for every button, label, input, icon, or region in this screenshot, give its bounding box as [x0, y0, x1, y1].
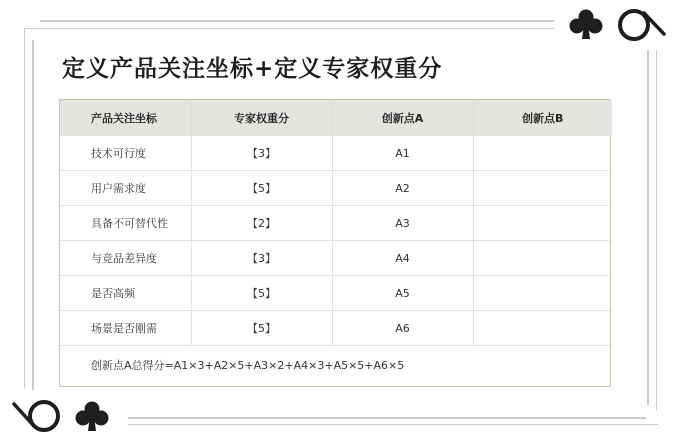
- table-row: [60, 276, 612, 311]
- cell-score-b: [473, 171, 612, 206]
- cell-score-a: A4: [332, 241, 473, 276]
- cell-criterion: 具备不可替代性: [60, 206, 191, 241]
- frame-top-line: [40, 20, 554, 22]
- cell-score-a: A5: [332, 276, 473, 311]
- page-title: 定义产品关注坐标+定义专家权重分: [62, 55, 443, 82]
- ring-icon: [612, 4, 666, 46]
- table-row: [60, 206, 612, 241]
- cell-score-a: A6: [332, 311, 473, 346]
- cell-weight: 【2】: [191, 206, 332, 241]
- cell-weight: 【3】: [191, 136, 332, 171]
- cell-weight: 【3】: [191, 241, 332, 276]
- cell-score-a: A1: [332, 136, 473, 171]
- cell-criterion: 场景是否刚需: [60, 311, 191, 346]
- frame-right-line: [656, 50, 657, 410]
- cell-score-b: [473, 241, 612, 276]
- cell-score-a: A3: [332, 206, 473, 241]
- cell-criterion: 是否高频: [60, 276, 191, 311]
- frame-bottom-line-outer: [128, 424, 658, 425]
- header-innovation-b: 创新点B: [473, 100, 612, 136]
- scoring-table-grid: [60, 100, 612, 384]
- table-row: [60, 241, 612, 276]
- cell-weight: 【5】: [191, 171, 332, 206]
- cell-score-b: [473, 206, 612, 241]
- cell-weight: 【5】: [191, 311, 332, 346]
- cell-score-b: [473, 276, 612, 311]
- cell-criterion: 用户需求度: [60, 171, 191, 206]
- header-innovation-a: 创新点A: [332, 100, 473, 136]
- cell-criterion: 技术可行度: [60, 136, 191, 171]
- table-row: [60, 171, 612, 206]
- table-row: [60, 136, 612, 171]
- cell-score-a: A2: [332, 171, 473, 206]
- club-icon: [72, 400, 112, 434]
- frame-left-line: [24, 28, 25, 388]
- club-icon: [566, 8, 606, 42]
- frame-bottom-line: [128, 417, 646, 419]
- total-score-formula: 创新点A总得分=A1×3+A2×5+A3×2+A4×3+A5×5+A6×5: [60, 346, 612, 385]
- frame-top-line-inner: [24, 28, 554, 29]
- frame-right-line-inner: [647, 50, 649, 405]
- cell-weight: 【5】: [191, 276, 332, 311]
- table-row: [60, 311, 612, 346]
- ring-icon: [10, 396, 66, 436]
- table-header-row: [60, 100, 612, 136]
- cell-criterion: 与竞品差异度: [60, 241, 191, 276]
- frame-left-line-outer: [32, 40, 34, 390]
- cell-score-b: [473, 136, 612, 171]
- header-focus-coordinate: 产品关注坐标: [60, 100, 191, 136]
- scoring-table: [59, 99, 611, 387]
- formula-row: [60, 346, 612, 385]
- header-expert-weight: 专家权重分: [191, 100, 332, 136]
- cell-score-b: [473, 311, 612, 346]
